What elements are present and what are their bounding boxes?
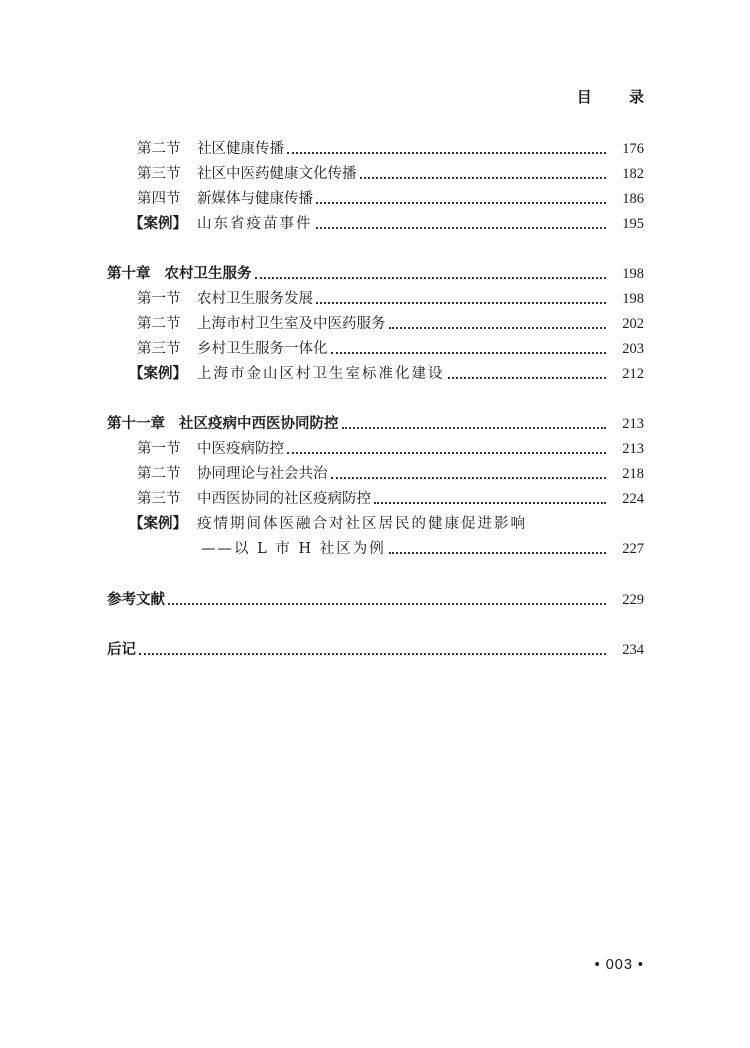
section-number: 第二节 <box>137 141 181 157</box>
case-title: 上海市金山区村卫生室标准化建设 <box>197 366 445 382</box>
page-number: 202 <box>622 316 644 332</box>
page-number: 213 <box>622 416 644 432</box>
references-title: 参考文献 <box>107 592 165 608</box>
dot-leader <box>448 377 607 379</box>
chapter-title: 农村卫生服务 <box>164 266 252 282</box>
afterword-title: 后记 <box>107 642 136 658</box>
section-number: 第三节 <box>137 491 181 507</box>
section-title: 乡村卫生服务一体化 <box>197 341 328 357</box>
page-number: 227 <box>622 541 644 557</box>
page-number: 234 <box>622 642 644 658</box>
page-number: 198 <box>622 266 644 282</box>
page-number: 229 <box>622 592 644 608</box>
page-folio: • 003 • <box>594 957 644 973</box>
dot-leader <box>316 202 606 204</box>
toc-afterword-entry[interactable] <box>0 639 750 661</box>
chapter-number: 第十章 <box>107 266 151 282</box>
section-number: 第一节 <box>137 291 181 307</box>
dot-leader <box>331 352 607 354</box>
dot-leader <box>255 277 607 279</box>
toc-entry[interactable] <box>0 138 750 160</box>
section-title: 中西医协同的社区疫病防控 <box>197 491 371 507</box>
toc-entry[interactable] <box>0 513 750 535</box>
section-number: 第一节 <box>137 441 181 457</box>
page-number: 224 <box>622 491 644 507</box>
page-number: 212 <box>622 366 644 382</box>
section-number: 第四节 <box>137 191 181 207</box>
toc-entry[interactable] <box>0 213 750 235</box>
toc-chapter-entry[interactable] <box>0 413 750 435</box>
toc-entry[interactable] <box>0 163 750 185</box>
toc-entry[interactable] <box>0 313 750 335</box>
section-number: 第三节 <box>137 166 181 182</box>
dot-leader <box>168 603 606 605</box>
section-title: 中医疫病防控 <box>197 441 284 457</box>
case-title: 疫情期间体医融合对社区居民的健康促进影响 <box>197 516 527 532</box>
dot-leader <box>389 327 607 329</box>
section-title: 协同理论与社会共治 <box>197 466 328 482</box>
toc-entry-continuation[interactable] <box>0 538 750 560</box>
page-number: 186 <box>622 191 644 207</box>
page-number: 203 <box>622 341 644 357</box>
toc-chapter-entry[interactable] <box>0 263 750 285</box>
case-title: 山东省疫苗事件 <box>197 216 313 232</box>
dot-leader <box>139 653 606 655</box>
section-number: 第三节 <box>137 341 181 357</box>
toc-entry[interactable] <box>0 288 750 310</box>
dot-leader <box>316 302 606 304</box>
page-number: 213 <box>622 441 644 457</box>
toc-references-entry[interactable] <box>0 589 750 611</box>
dot-leader <box>331 477 607 479</box>
dot-leader <box>287 452 606 454</box>
section-number: 第二节 <box>137 466 181 482</box>
toc-entry[interactable] <box>0 438 750 460</box>
page-number: 218 <box>622 466 644 482</box>
chapter-title: 社区疫病中西医协同防控 <box>179 416 339 432</box>
dot-leader <box>316 227 607 229</box>
toc-entry[interactable] <box>0 463 750 485</box>
section-title: 新媒体与健康传播 <box>197 191 313 207</box>
dot-leader <box>360 177 607 179</box>
case-subtitle: ——以 L 市 H 社区为例 <box>201 541 386 557</box>
case-label: 【案例】 <box>129 516 187 532</box>
page-number: 195 <box>622 216 644 232</box>
dot-leader <box>374 502 606 504</box>
toc-entry[interactable] <box>0 188 750 210</box>
chapter-number: 第十一章 <box>107 416 165 432</box>
running-head: 目 录 <box>576 88 660 106</box>
dot-leader <box>389 552 606 554</box>
dot-leader <box>342 427 607 429</box>
page-number: 182 <box>622 166 644 182</box>
page-number: 176 <box>622 141 644 157</box>
case-label: 【案例】 <box>129 216 187 232</box>
case-label: 【案例】 <box>129 366 187 382</box>
section-title: 农村卫生服务发展 <box>197 291 313 307</box>
section-title: 社区健康传播 <box>197 141 284 157</box>
dot-leader <box>287 152 606 154</box>
section-title: 上海市村卫生室及中医药服务 <box>197 316 386 332</box>
section-number: 第二节 <box>137 316 181 332</box>
toc-entry[interactable] <box>0 338 750 360</box>
page-number: 198 <box>622 291 644 307</box>
toc-entry[interactable] <box>0 363 750 385</box>
section-title: 社区中医药健康文化传播 <box>197 166 357 182</box>
toc-entry[interactable] <box>0 488 750 510</box>
